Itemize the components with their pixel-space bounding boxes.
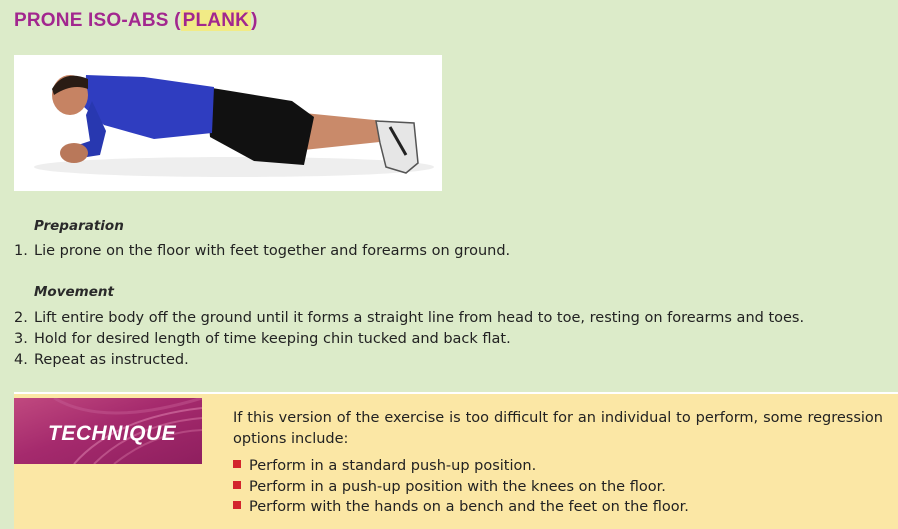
step-number: 3. [14,331,28,347]
plank-figure-illustration [14,55,442,191]
technique-badge [14,398,202,464]
list-item-text: Perform with the hands on a bench and the feet on the floor. [249,499,689,515]
square-bullet-icon [233,501,241,509]
technique-label: TECHNIQUE [48,422,177,445]
list-item [233,456,689,477]
step-text: Lift entire body off the ground until it forms a straight line from head to toe, resting on forearms and toes. [34,310,805,326]
step-text: Lie prone on the floor with feet together and forearms on ground. [34,243,511,259]
title-main: PRONE ISO-ABS ( [14,10,181,31]
step-number: 2. [14,310,28,326]
technique-panel [14,392,898,529]
step-4 [14,352,189,368]
step-number: 4. [14,352,28,368]
step-3 [14,331,511,347]
step-text: Repeat as instructed. [34,352,189,368]
step-number: 1. [14,243,28,259]
technique-intro: If this version of the exercise is too difficult for an individual to perform, some regression options include: [233,410,883,447]
preparation-heading: Preparation [34,218,124,234]
step-1 [14,243,510,259]
regression-options-list [233,456,689,518]
exercise-title [14,10,258,32]
exercise-photo [14,55,442,191]
title-close: ) [251,10,258,31]
square-bullet-icon [233,460,241,468]
square-bullet-icon [233,481,241,489]
movement-heading: Movement [34,284,114,300]
step-2 [14,310,804,326]
list-item [233,497,689,518]
step-text: Hold for desired length of time keeping chin tucked and back flat. [34,331,511,347]
title-highlight: PLANK [182,10,250,31]
list-item-text: Perform in a standard push-up position. [249,458,537,474]
list-item-text: Perform in a push-up position with the knees on the floor. [249,478,666,495]
list-item [233,477,689,498]
